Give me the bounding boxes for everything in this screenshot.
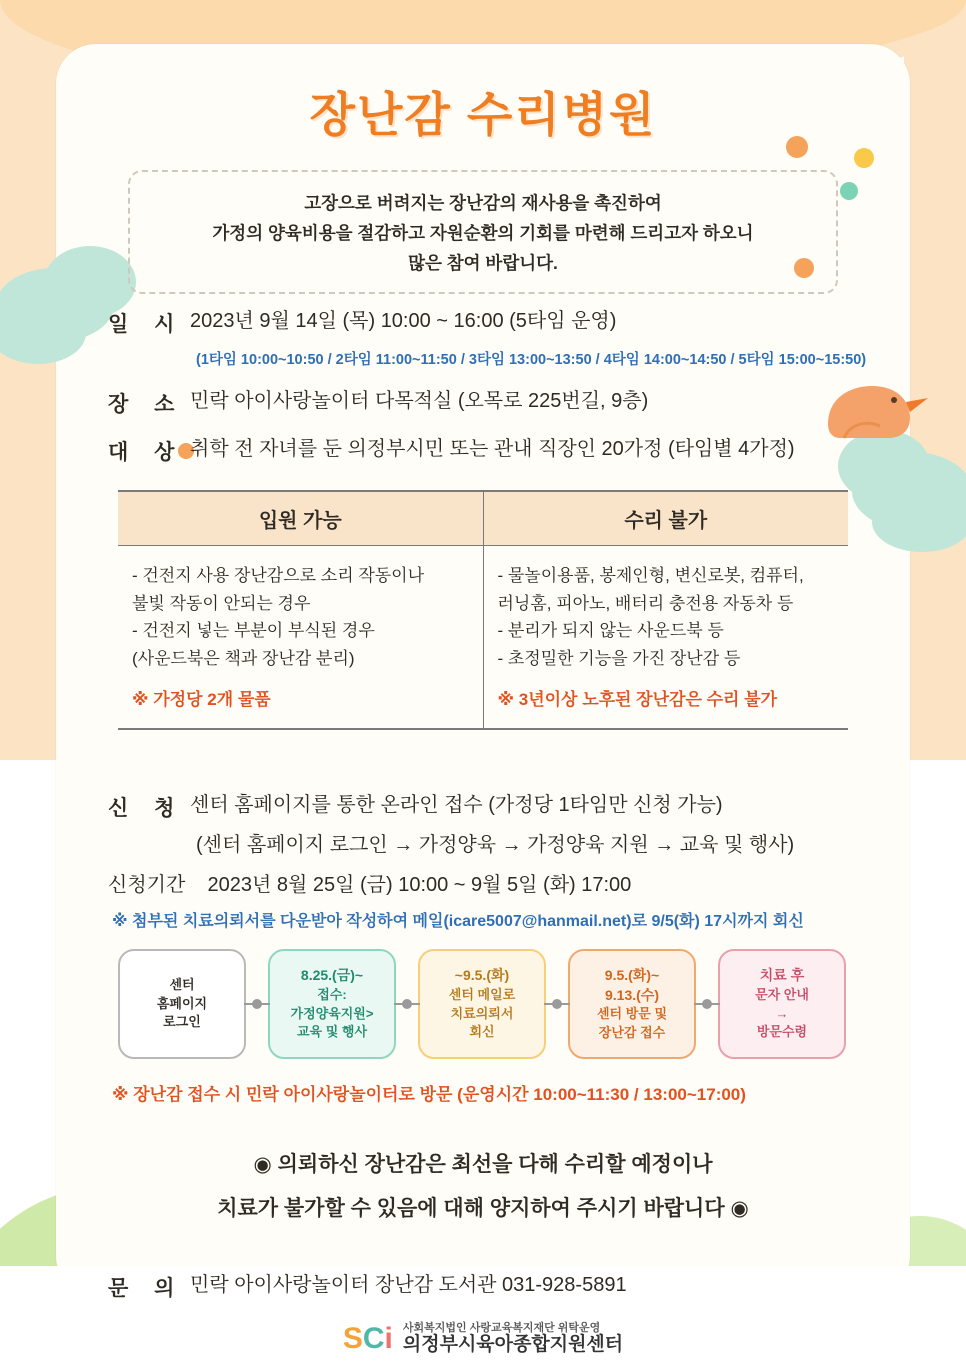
apply-path: (센터 홈페이지 로그인 → 가정양육 → 가정양육 지원 → 교육 및 행사) [196,834,795,856]
flow-step-2-line-1: 접수: [317,987,347,1003]
rejected-note: ※ 3년이상 노후된 장난감은 수리 불가 [497,690,778,710]
rejected-item-2: 러닝홈, 피아노, 배터리 충전용 자동차 등 [497,593,794,613]
flow-step-1-line-2: 홈페이지 [156,995,208,1011]
flow-connector-1 [246,999,268,1009]
flow-step-2 [268,949,396,1059]
intro-line-1: 고장으로 버려지는 장난감의 재사용을 촉진하여 [304,193,662,213]
flow-step-5-line-1: 문자 안내 [755,987,809,1003]
logo-letter-s: S [342,1322,363,1355]
apply-period-value: 2023년 8월 25일 (금) 10:00 ~ 9월 5일 (화) 17:00 [207,874,632,896]
apply-row [108,792,723,822]
logo-letter-c: C [362,1322,385,1355]
accepted-item-1: - 건전지 사용 장난감으로 소리 작동이나 [132,566,425,585]
contact-value: 민락 아이사랑놀이터 장난감 도서관 031-928-5891 [190,1274,627,1296]
target-value: 취학 전 자녀를 둔 의정부시민 또는 관내 직장인 20가정 (타임별 4가정) [190,438,795,460]
contact-row [108,1272,627,1302]
table-body-row [118,546,848,730]
place-value: 민락 아이사랑놀이터 다목적실 (오목로 225번길, 9층) [190,390,649,412]
flow-step-5-line-2: → [775,1005,789,1021]
intro-line-3: 많은 참여 바랍니다. [408,253,558,274]
target-label: 대 상 [108,441,185,464]
visit-note: ※ 장난감 접수 시 민락 아이사랑놀이터로 방문 (운영시간 10:00~11:30 / 13:00~17:00) [112,1085,746,1104]
flow-step-4-line-2: 센터 방문 및 [596,1006,667,1022]
flow-step-5-line-3: 방문수령 [756,1024,808,1040]
datetime-sub: (1타임 10:00~10:50 / 2타임 11:00~11:50 / 3타임 13:00~13:50 / 4타임 14:00~14:50 / 5타임 15:00~15:50) [196,352,867,368]
place-row [108,388,648,418]
apply-label: 신 청 [108,797,185,820]
flow-step-3 [418,949,546,1059]
place-label: 장 소 [108,393,185,416]
accepted-note: ※ 가정당 2개 물품 [132,690,271,710]
accepted-item-4: (사운드북은 책과 장난감 분리) [132,648,355,668]
flow-step-1 [118,949,246,1059]
flow-step-3-line-1: 센터 메일로 [448,987,516,1003]
footer-org-name: 의정부시육아종합지원센터 [402,1334,624,1356]
flow-step-5 [718,949,846,1059]
flow-step-3-title: ~9.5.(화) [454,967,510,984]
center-logo-icon [343,1322,393,1356]
apply-value: 센터 홈페이지를 통한 온라인 접수 (가정당 1타임만 신청 가능) [190,794,723,816]
footer-small-text: 사회복지법인 사랑교육복지재단 위탁운영 [402,1321,601,1334]
logo-letter-i: i [384,1322,393,1355]
datetime-value: 2023년 9월 14일 (목) 10:00 ~ 16:00 (5타임 운영) [190,310,617,332]
apply-period [108,868,631,897]
intro-line-2: 가정의 양육비용을 절감하고 자원순환의 기회를 마련해 드리고자 하오니 [212,223,754,244]
table-header-rejected: 수리 불가 [483,492,849,545]
flow-connector-4 [696,999,718,1009]
rejected-item-1: - 물놀이용품, 봉제인형, 변신로봇, 컴퓨터, [497,566,804,585]
flow-step-2-line-3: 교육 및 행사 [296,1024,367,1040]
rejected-item-4: - 초정밀한 기능을 가진 장난감 등 [497,648,741,668]
emphasis-line-1: ◉ 의뢰하신 장난감은 최선을 다해 수리할 예정이나 [253,1153,713,1176]
process-flow [118,944,858,1064]
flow-step-1-line-1: 센터 [169,977,195,993]
flow-step-2-title: 8.25.(금)~ [300,967,364,984]
table-cell-accepted [118,546,483,728]
footer-texts [403,1322,623,1356]
mail-note: ※ 첨부된 치료의뢰서를 다운받아 작성하여 메일(icare5007@hanmail.net)로 9/5(화) 17시까지 회신 [112,913,804,930]
flow-connector-2 [396,999,418,1009]
flow-step-4-line-1: 9.13.(수) [605,986,659,1003]
table-cell-rejected [483,546,849,728]
intro-box [128,170,838,294]
flow-step-4-title: 9.5.(화)~ [604,966,660,983]
datetime-label: 일 시 [108,313,185,336]
flow-step-4-line-3: 장난감 접수 [598,1024,666,1040]
table-header-row [118,490,848,546]
flow-step-3-line-2: 치료의뢰서 [450,1005,514,1021]
contact-label: 문 의 [108,1277,185,1300]
flow-step-3-line-3: 회신 [469,1024,495,1040]
flow-step-5-title: 치료 후 [759,967,805,984]
flow-step-2-line-2: 가정양육지원> [290,1005,374,1021]
emphasis-line-2: 치료가 불가할 수 있음에 대해 양지하여 주시기 바랍니다 ◉ [217,1197,749,1220]
flow-step-4 [568,949,696,1059]
flow-step-1-line-3: 로그인 [163,1014,201,1030]
target-row [108,436,795,466]
rejected-item-3: - 분리가 되지 않는 사운드북 등 [497,621,724,641]
apply-period-label: 신청기간 [108,874,186,896]
repair-table [118,490,848,730]
page-title: 장난감 수리병원 [309,88,657,141]
flow-connector-3 [546,999,568,1009]
accepted-item-3: - 건전지 넣는 부분이 부식된 경우 [132,621,375,641]
datetime-row [108,308,616,338]
table-header-accepted: 입원 가능 [118,492,483,545]
footer [0,1322,966,1356]
accepted-item-2: 불빛 작동이 안되는 경우 [132,593,311,613]
